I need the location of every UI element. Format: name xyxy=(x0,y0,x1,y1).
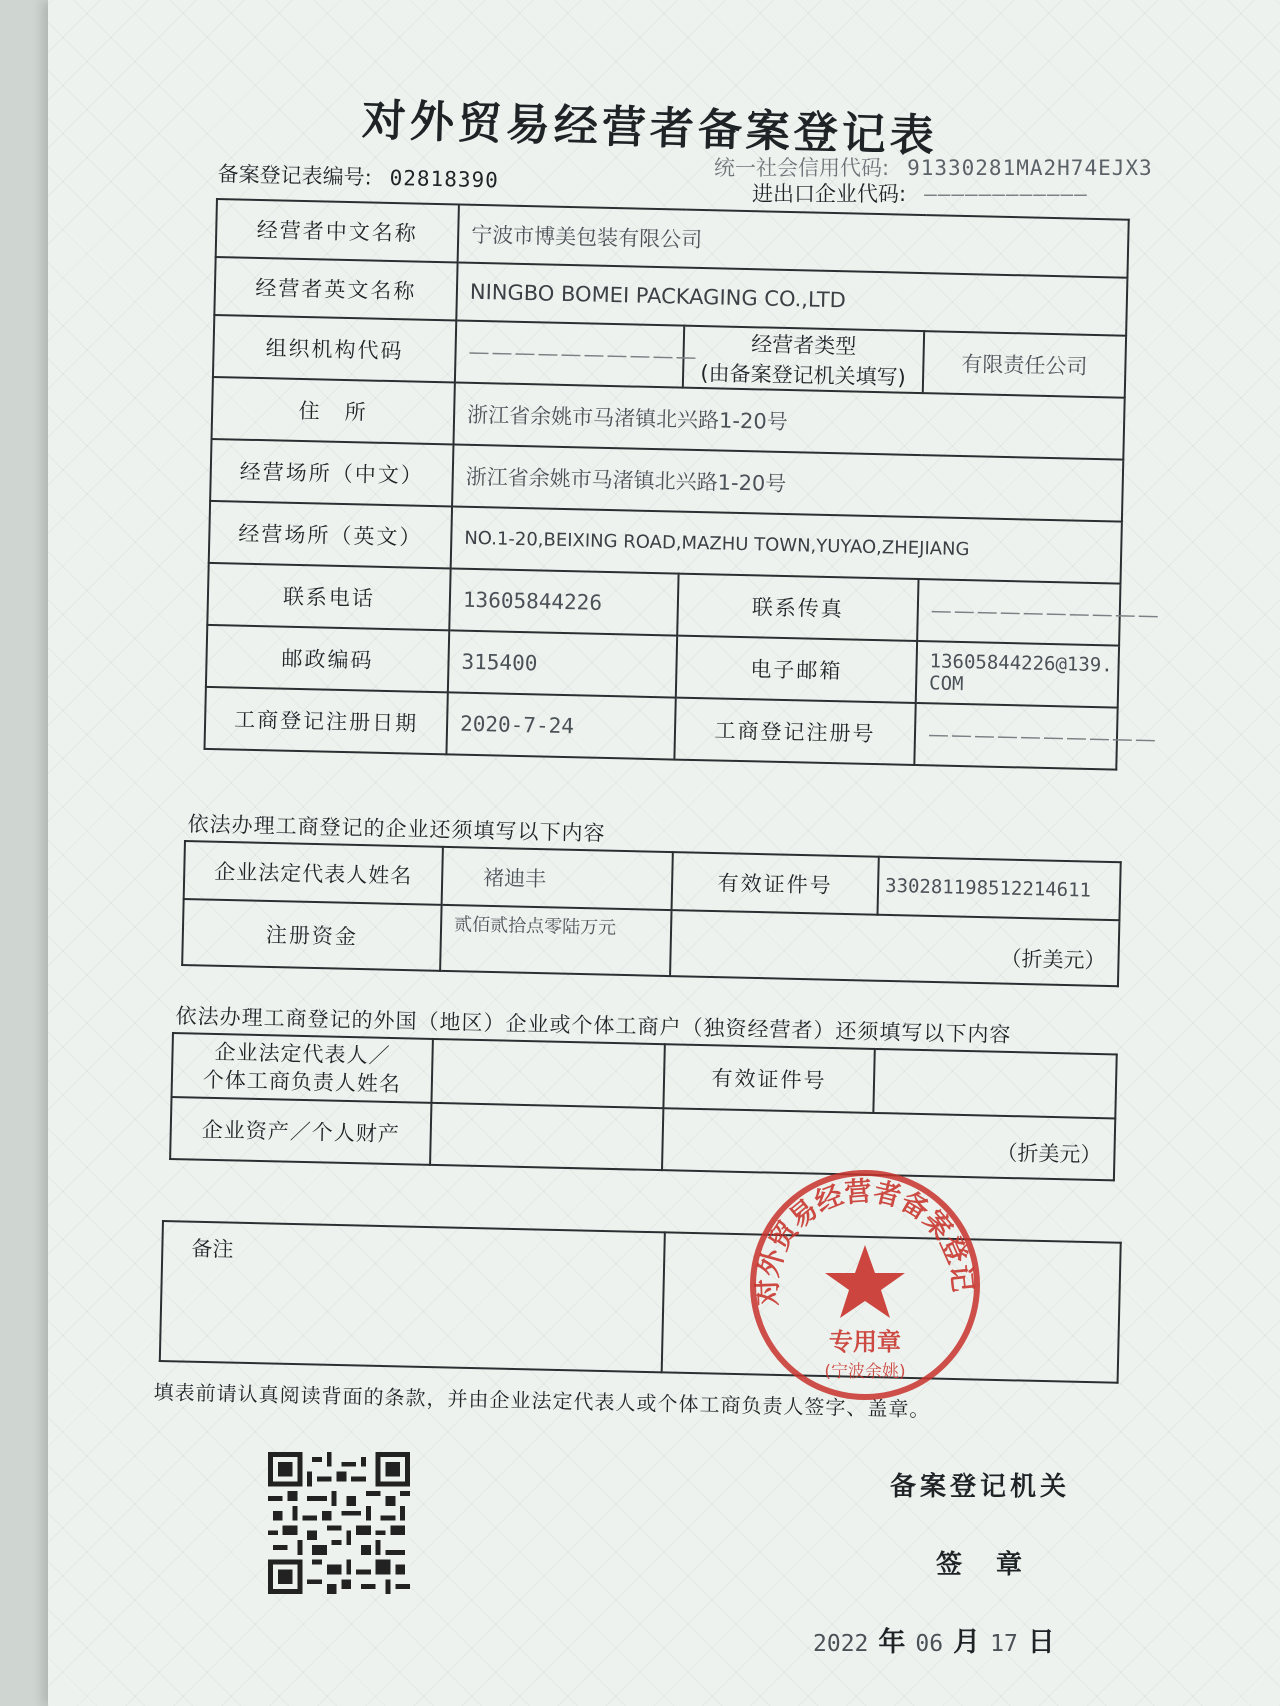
seal-center-text: 专用章 xyxy=(829,1328,901,1356)
seal-ring-text: 对外贸易经营者备案登记 xyxy=(752,1176,978,1307)
id-no-value-2 xyxy=(873,1049,1116,1118)
section1-heading: 依法办理工商登记的企业还须填写以下内容 xyxy=(187,811,606,846)
credit-code-value: 91330281MA2H74EJX3 xyxy=(907,156,1153,180)
ie-code-value: ———————————— xyxy=(924,182,1088,206)
reg-no-label: 工商登记注册号 xyxy=(674,698,915,765)
cn-name-label: 经营者中文名称 xyxy=(216,199,459,262)
type-value: 有限责任公司 xyxy=(923,331,1126,398)
seal-label: 签 章 xyxy=(936,1550,1027,1580)
official-seal xyxy=(745,1165,985,1405)
section2-table xyxy=(169,1032,1118,1181)
place-en-label: 经营场所（英文） xyxy=(209,501,452,568)
section1-table xyxy=(181,840,1122,987)
seal-bottom-text: (宁波余姚) xyxy=(824,1362,906,1382)
type-label-line1: 经营者类型 xyxy=(751,332,857,359)
assets-value xyxy=(430,1103,663,1170)
email-line1: 13605844226@139. xyxy=(929,650,1113,677)
document-title: 对外贸易经营者备案登记表 xyxy=(361,94,939,163)
reg-no-value: —————————— xyxy=(914,703,1117,770)
type-label-line2: (由备案登记机关填写) xyxy=(700,361,907,390)
rep-owner-value xyxy=(431,1039,664,1108)
id-no-label-2: 有效证件号 xyxy=(663,1044,874,1113)
phone-label: 联系电话 xyxy=(207,563,450,630)
postcode-label: 邮政编码 xyxy=(206,625,449,692)
ie-code xyxy=(752,178,1088,208)
qr-code-icon xyxy=(268,1452,410,1594)
date-day-unit: 日 xyxy=(1027,1627,1055,1658)
seal-star-icon xyxy=(825,1245,905,1318)
date-month-unit: 月 xyxy=(953,1627,981,1658)
phone-value: 13605844226 xyxy=(449,568,678,635)
section2-heading: 依法办理工商登记的外国（地区）企业或个体工商户（独资经营者）还须填写以下内容 xyxy=(175,1003,1012,1047)
fax-value: —————————— xyxy=(917,579,1120,646)
email-value xyxy=(916,641,1119,708)
cn-name-value: 宁波市博美包装有限公司 xyxy=(458,205,1129,278)
record-number xyxy=(217,158,499,194)
date-year: 2022 xyxy=(813,1631,869,1657)
en-name-label: 经营者英文名称 xyxy=(214,257,457,320)
postcode-value: 315400 xyxy=(448,630,677,697)
capital-usd-note: （折美元） xyxy=(670,910,1119,986)
place-cn-value: 浙江省余姚市马渚镇北兴路1-20号 xyxy=(452,444,1123,521)
id-no-value: 330281198512214611 xyxy=(877,857,1120,920)
place-en-value: NO.1-20,BEIXING ROAD,MAZHU TOWN,YUYAO,ZHEJIANG xyxy=(451,506,1122,583)
address-value: 浙江省余姚市马渚镇北兴路1-20号 xyxy=(453,382,1124,459)
email-label: 电子邮箱 xyxy=(676,636,917,703)
record-number-value: 02818390 xyxy=(389,165,500,193)
rep-owner-label-line1: 企业法定代表人／ xyxy=(214,1039,391,1068)
rep-owner-label-line2: 个体工商负责人姓名 xyxy=(202,1067,402,1097)
id-no-label: 有效证件号 xyxy=(672,852,879,915)
org-code-label: 组织机构代码 xyxy=(213,315,456,382)
record-number-label: 备案登记表编号: xyxy=(217,161,372,190)
date-day: 17 xyxy=(990,1631,1018,1657)
ie-code-label: 进出口企业代码: xyxy=(752,182,907,206)
credit-code-label: 统一社会信用代码: xyxy=(714,156,890,180)
en-name-value: NINGBO BOMEI PACKAGING CO.,LTD xyxy=(456,262,1127,335)
background-edge xyxy=(0,0,48,1706)
assets-label: 企业资产／个人财产 xyxy=(170,1097,431,1165)
authority-label: 备案登记机关 xyxy=(890,1472,1071,1502)
place-cn-label: 经营场所（中文） xyxy=(210,439,453,506)
capital-value: 贰佰贰拾点零陆万元 xyxy=(440,905,671,976)
reg-date-label: 工商登记注册日期 xyxy=(204,687,447,754)
issue-date xyxy=(803,1620,1055,1659)
reg-date-value: 2020-7-24 xyxy=(446,692,675,759)
capital-label: 注册资金 xyxy=(182,899,441,971)
date-month: 06 xyxy=(915,1631,944,1657)
type-label xyxy=(683,326,924,393)
footer-note: 填表前请认真阅读背面的条款，并由企业法定代表人或个体工商负责人签字、盖章。 xyxy=(153,1379,931,1422)
rep-owner-label xyxy=(172,1033,433,1103)
remarks-label: 备注 xyxy=(160,1221,665,1372)
assets-usd-note: （折美元） xyxy=(662,1108,1115,1180)
legal-rep-value: 褚迪丰 xyxy=(442,847,673,910)
date-year-unit: 年 xyxy=(878,1627,906,1658)
legal-rep-label: 企业法定代表人姓名 xyxy=(184,841,443,905)
email-line2: COM xyxy=(928,672,964,696)
address-label: 住 所 xyxy=(212,377,455,444)
main-info-table xyxy=(203,198,1162,771)
fax-label: 联系传真 xyxy=(677,574,918,641)
org-code-value: —————————— xyxy=(455,320,684,387)
